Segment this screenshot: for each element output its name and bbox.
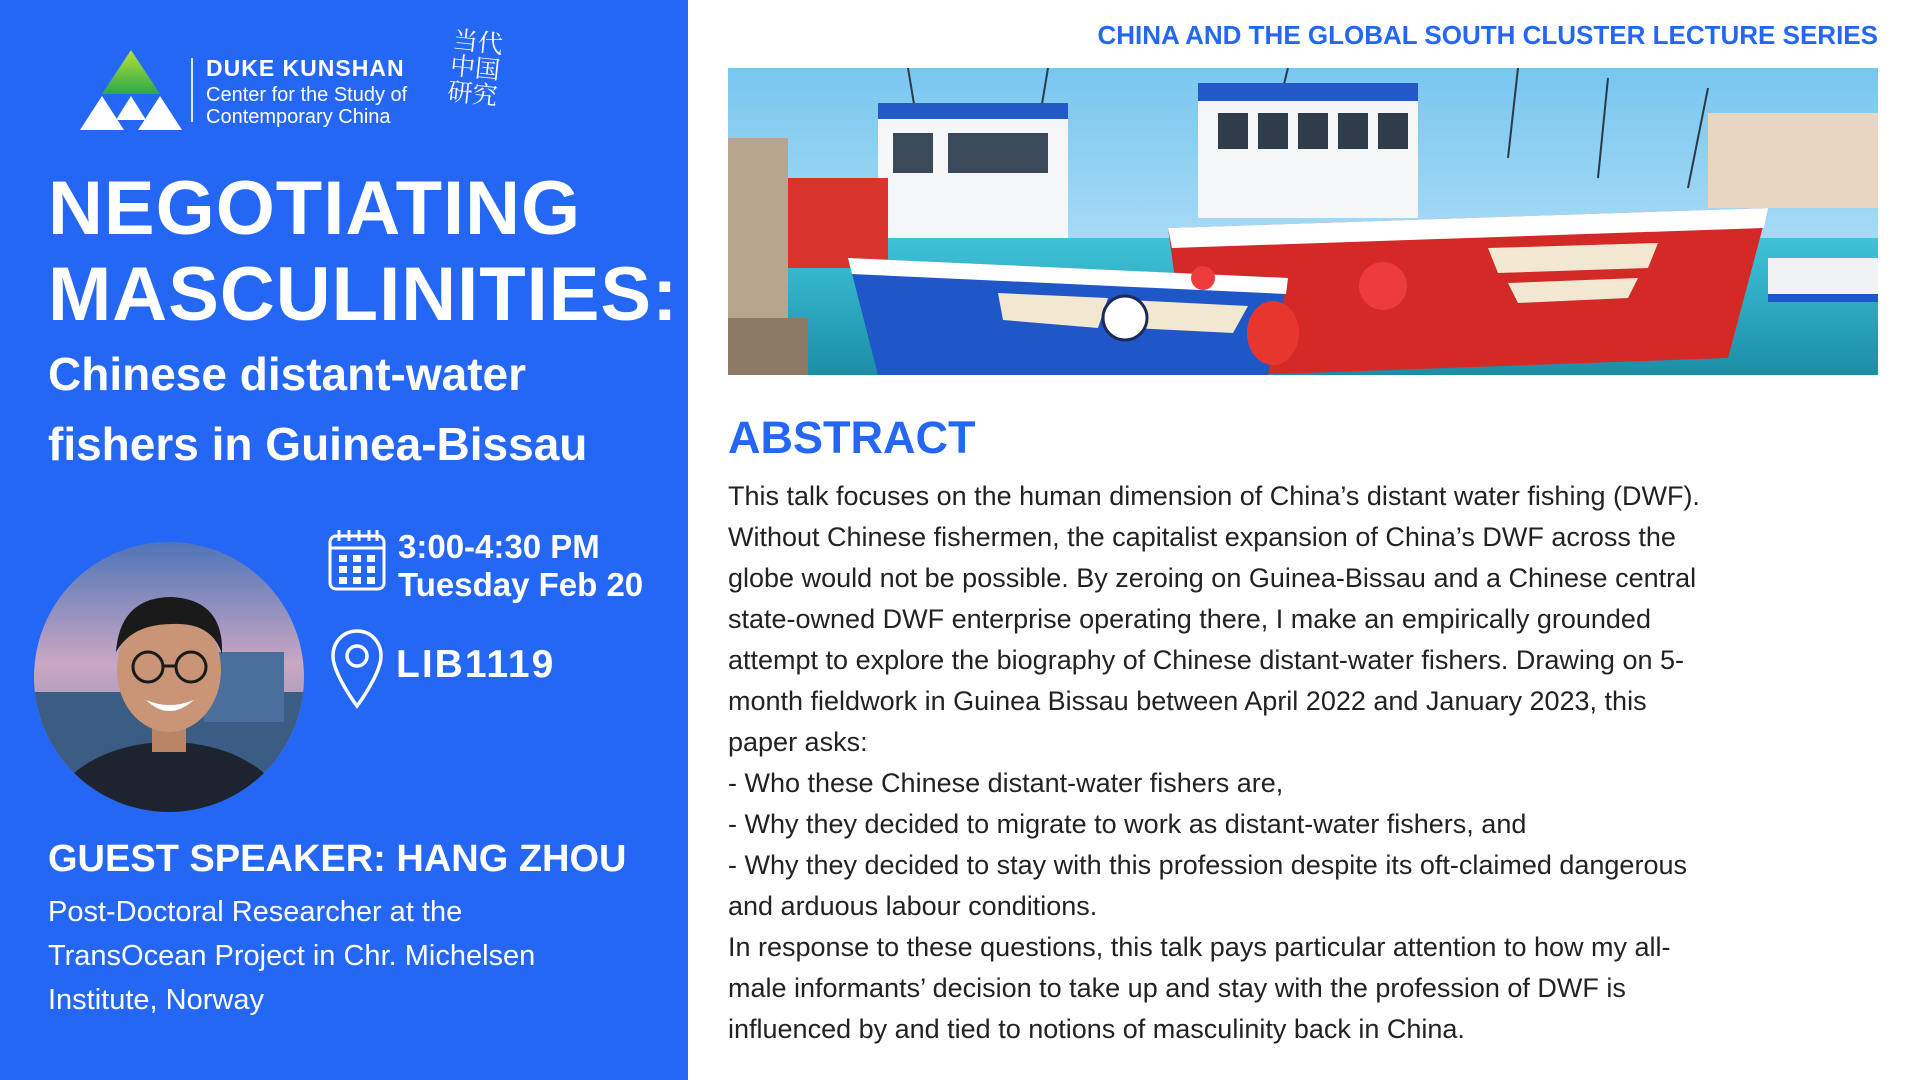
- abstract-line: paper asks:: [728, 727, 868, 757]
- abstract-line: Without Chinese fishermen, the capitalist expansion of China’s DWF across the: [728, 522, 1676, 552]
- speaker-photo: [34, 542, 304, 812]
- speaker-affiliation-line: Institute, Norway: [48, 984, 264, 1016]
- speaker-portrait: [34, 542, 304, 812]
- fishing-boats-banner-image: [728, 68, 1878, 375]
- dku-mountain-logo-icon: [80, 50, 182, 130]
- event-location: LIB1119: [396, 643, 556, 686]
- logo-institution-name: DUKE KUNSHAN: [206, 55, 405, 81]
- location-pin-icon: [330, 628, 384, 710]
- abstract-line: In response to these questions, this talk pays particular attention to how my all-: [728, 932, 1671, 962]
- speaker-affiliation-line: Post-Doctoral Researcher at the: [48, 896, 463, 928]
- logo-subtitle-line2: Contemporary China: [206, 106, 391, 128]
- event-subtitle-line2: fishers in Guinea-Bissau: [48, 418, 588, 470]
- calendar-icon: [327, 528, 387, 592]
- abstract-line: - Why they decided to migrate to work as distant-water fishers, and: [728, 809, 1527, 839]
- event-date: Tuesday Feb 20: [398, 566, 644, 603]
- abstract-heading: ABSTRACT: [728, 412, 976, 463]
- speaker-affiliation-line: TransOcean Project in Chr. Michelsen: [48, 940, 536, 972]
- event-title-line2: MASCULINITIES:: [48, 252, 679, 337]
- abstract-line: male informants’ decision to take up and stay with the profession of DWF is: [728, 973, 1626, 1003]
- event-subtitle-line1: Chinese distant-water: [48, 348, 526, 400]
- abstract-line: - Who these Chinese distant-water fishers are,: [728, 768, 1284, 798]
- abstract-line: and arduous labour conditions.: [728, 891, 1098, 921]
- abstract-line: attempt to explore the biography of Chinese distant-water fishers. Drawing on 5-: [728, 645, 1684, 675]
- abstract-line: state-owned DWF enterprise operating there, I make an empirically grounded: [728, 604, 1651, 634]
- logo-chinese-calligraphy: 当代中国研究: [446, 25, 505, 111]
- logo-subtitle-line1: Center for the Study of: [206, 84, 408, 106]
- event-time: 3:00-4:30 PM: [398, 528, 600, 565]
- abstract-line: globe would not be possible. By zeroing on Guinea-Bissau and a Chinese central: [728, 563, 1697, 593]
- abstract-line: - Why they decided to stay with this profession despite its oft-claimed dangerous: [728, 850, 1687, 880]
- event-title-line1: NEGOTIATING: [48, 166, 582, 251]
- fishing-boats-illustration: [728, 68, 1878, 375]
- lecture-series-title: CHINA AND THE GLOBAL SOUTH CLUSTER LECTURE SERIES: [1097, 20, 1878, 50]
- event-info-panel: [0, 0, 688, 1080]
- abstract-line: influenced by and tied to notions of masculinity back in China.: [728, 1014, 1465, 1044]
- abstract-line: month fieldwork in Guinea Bissau between April 2022 and January 2023, this: [728, 686, 1647, 716]
- logo-divider: [191, 58, 193, 122]
- dku-logo: [80, 25, 520, 148]
- guest-speaker-heading: GUEST SPEAKER: HANG ZHOU: [48, 838, 627, 880]
- abstract-line: This talk focuses on the human dimension of China’s distant water fishing (DWF).: [728, 481, 1700, 511]
